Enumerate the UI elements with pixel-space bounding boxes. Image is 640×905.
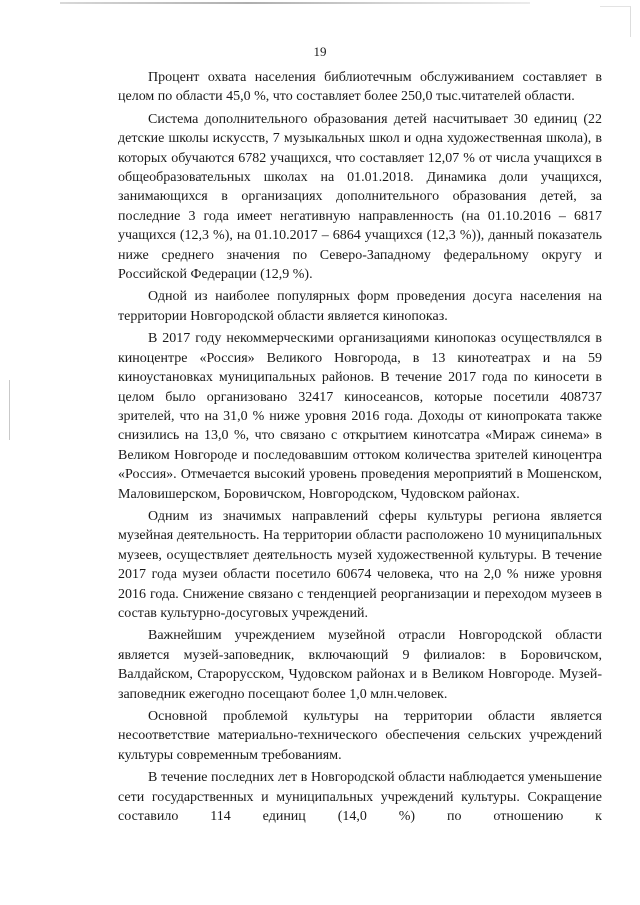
scan-edge-top [60, 2, 530, 4]
paragraph-additional-education: Система дополнительного образования детей насчитывает 30 единиц (22 детские школы искусств, 7 музыкальных школ и одна художественная школа), в которых обучаются 6782 учащихся, что составляет 12,07 % от числа учащихся в общеобразовательных школах на 01.01.2018. Динамика доли учащихся, занимающихся в организациях дополнительного образования детей, за последние 3 года имеет негативную направленность (на 01.10.2016 – 6817 учащихся (12,3 %), на 01.10.2017 – 6864 учащихся (12,3 %)), данный показатель ниже среднего значения по Северо-Западному федеральному округу и Российской Федерации (12,9 %). [118, 111, 602, 283]
paragraph-cinema-intro: Одной из наиболее популярных форм проведения досуга населения на территории Новгородской области является кинопоказ. [118, 289, 602, 324]
paragraph-library-coverage: Процент охвата населения библиотечным обслуживанием составляет в целом по области 45,0 %, что составляет более 250,0 тыс.читателей области. [118, 70, 602, 105]
paragraph-cinema-stats: В 2017 году некоммерческими организациями кинопоказ осуществлялся в киноцентре «Россия» Великого Новгорода, в 13 кинотеатрах и на 59 киноустановках муниципальных районов. В течение 2017 года по киносети в целом было организовано 32417 киносеансов, которые посетили 408737 зрителей, что на 31,0 % ниже уровня 2016 года. Доходы от кинопроката также снизились на 13,0 %, что связано с открытием кинотсатра «Мираж синема» в Великом Новгороде и последовавшим оттоком количества зрителей киноцентра «Россия». Отмечается высокий уровень проведения мероприятий в Мошенском, Маловишерском, Боровичском, Новгородском, Чудовском районах. [118, 331, 602, 502]
scan-corner-mark [600, 6, 631, 37]
page-number: 19 [313, 44, 327, 59]
paragraph-main-problem: Основной проблемой культуры на территории области является несоответствие материально-технического обеспечения сельских учреждений культуры современным требованиям. [118, 709, 602, 763]
document-body [118, 68, 602, 829]
paragraph-museum-reserve: Важнейшим учреждением музейной отрасли Новгородской области является музей-заповедник, включающий 9 филиалов: в Боровичском, Валдайском, Старорусском, Чудовском районах и в Великом Новгороде. Музей-заповедник ежегодно посещают более 1,0 млн.человек. [118, 628, 602, 702]
paragraph-museums: Одним из значимых направлений сферы культуры региона является музейная деятельность. На территории области расположено 10 муниципальных музеев, осуществляет деятельность музей художественной культуры. В течение 2017 года музеи области посетило 60674 человека, что на 2,0 % ниже уровня 2016 года. Снижение связано с тенденцией реорганизации и переходом музеев в состав культурно-досуговых учреждений. [118, 508, 602, 621]
paragraph-network-reduction: В течение последних лет в Новгородской области наблюдается уменьшение сети государственных и муниципальных учреждений культуры. Сокращение составило 114 единиц (14,0 %) по отношению к [118, 770, 602, 825]
scan-edge-left [9, 380, 10, 440]
